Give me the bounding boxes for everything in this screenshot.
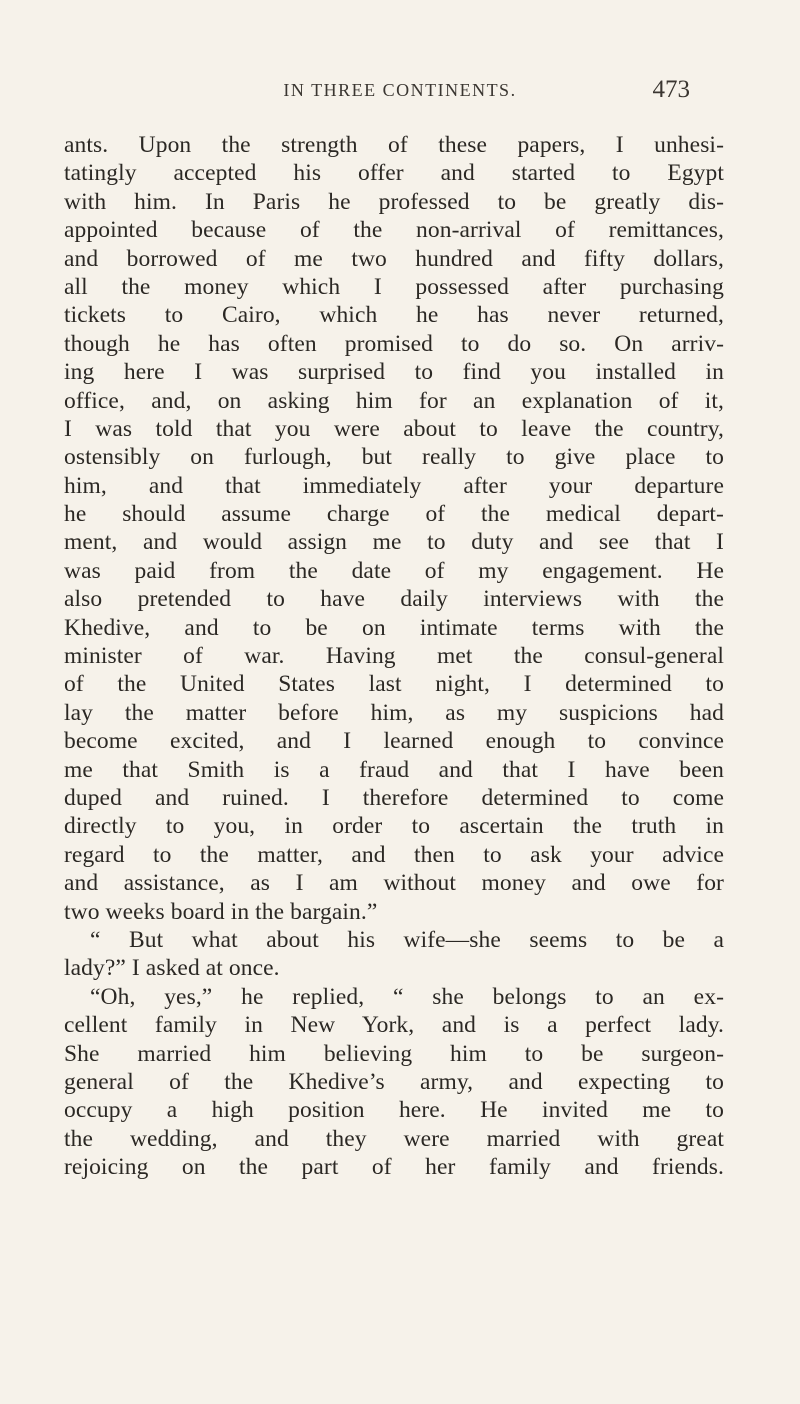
text-line: two weeks board in the bargain.”	[64, 898, 378, 925]
text-line: him, and that immediately after your departure	[64, 472, 724, 499]
text-line: regard to the matter, and then to ask your advice	[64, 841, 724, 868]
body-text	[64, 131, 724, 1181]
text-line: become excited, and I learned enough to convince	[64, 728, 724, 755]
text-line: me that Smith is a fraud and that I have been	[64, 756, 724, 783]
text-line: also pretended to have daily interviews with the	[64, 586, 724, 613]
text-line: “ But what about his wife—she seems to be a	[90, 926, 724, 953]
text-line: he should assume charge of the medical depart-	[64, 501, 724, 528]
text-line: lady?” I asked at once.	[64, 955, 280, 982]
text-line: though he has often promised to do so. On arriv-	[64, 330, 724, 357]
text-line: cellent family in New York, and is a perfect lady.	[64, 1012, 724, 1039]
text-line: ostensibly on furlough, but really to give place to	[64, 444, 724, 471]
text-line: and borrowed of me two hundred and fifty dollars,	[64, 245, 724, 272]
text-line: ants. Upon the strength of these papers, I unhesi-	[64, 132, 724, 158]
text-line: lay the matter before him, as my suspicions had	[64, 699, 724, 726]
text-line: all the money which I possessed after purchasing	[64, 273, 724, 300]
text-line: tickets to Cairo, which he has never returned,	[64, 302, 724, 329]
text-line: the wedding, and they were married with great	[64, 1125, 724, 1152]
text-line: tatingly accepted his offer and started to Egypt	[64, 160, 724, 187]
running-header	[0, 76, 800, 110]
text-line: with him. In Paris he professed to be greatly dis-	[64, 188, 724, 215]
page-number: 473	[652, 76, 690, 103]
text-line: “Oh, yes,” he replied, “ she belongs to an ex-	[90, 983, 724, 1010]
text-line: ing here I was surprised to find you installed in	[64, 359, 724, 386]
text-line: minister of war. Having met the consul-general	[64, 643, 724, 670]
text-line: office, and, on asking him for an explanation of it,	[64, 387, 724, 414]
text-line: and assistance, as I am without money and owe for	[64, 870, 724, 897]
text-line: general of the Khedive’s army, and expecting to	[64, 1068, 724, 1095]
text-line: was paid from the date of my engagement. He	[64, 557, 724, 584]
text-line: directly to you, in order to ascertain the truth in	[64, 813, 724, 840]
text-line: of the United States last night, I determined to	[64, 671, 724, 698]
text-line: appointed because of the non-arrival of remittances,	[64, 217, 724, 244]
text-line: occupy a high position here. He invited me to	[64, 1097, 724, 1124]
running-title: IN THREE CONTINENTS.	[283, 80, 517, 100]
text-line: I was told that you were about to leave the country,	[64, 415, 724, 442]
text-line: duped and ruined. I therefore determined to come	[64, 784, 724, 811]
text-line: Khedive, and to be on intimate terms with the	[64, 614, 724, 641]
text-line: She married him believing him to be surgeon-	[64, 1040, 724, 1067]
text-line: ment, and would assign me to duty and see that I	[64, 529, 724, 556]
text-line: rejoicing on the part of her family and friends.	[64, 1154, 724, 1181]
